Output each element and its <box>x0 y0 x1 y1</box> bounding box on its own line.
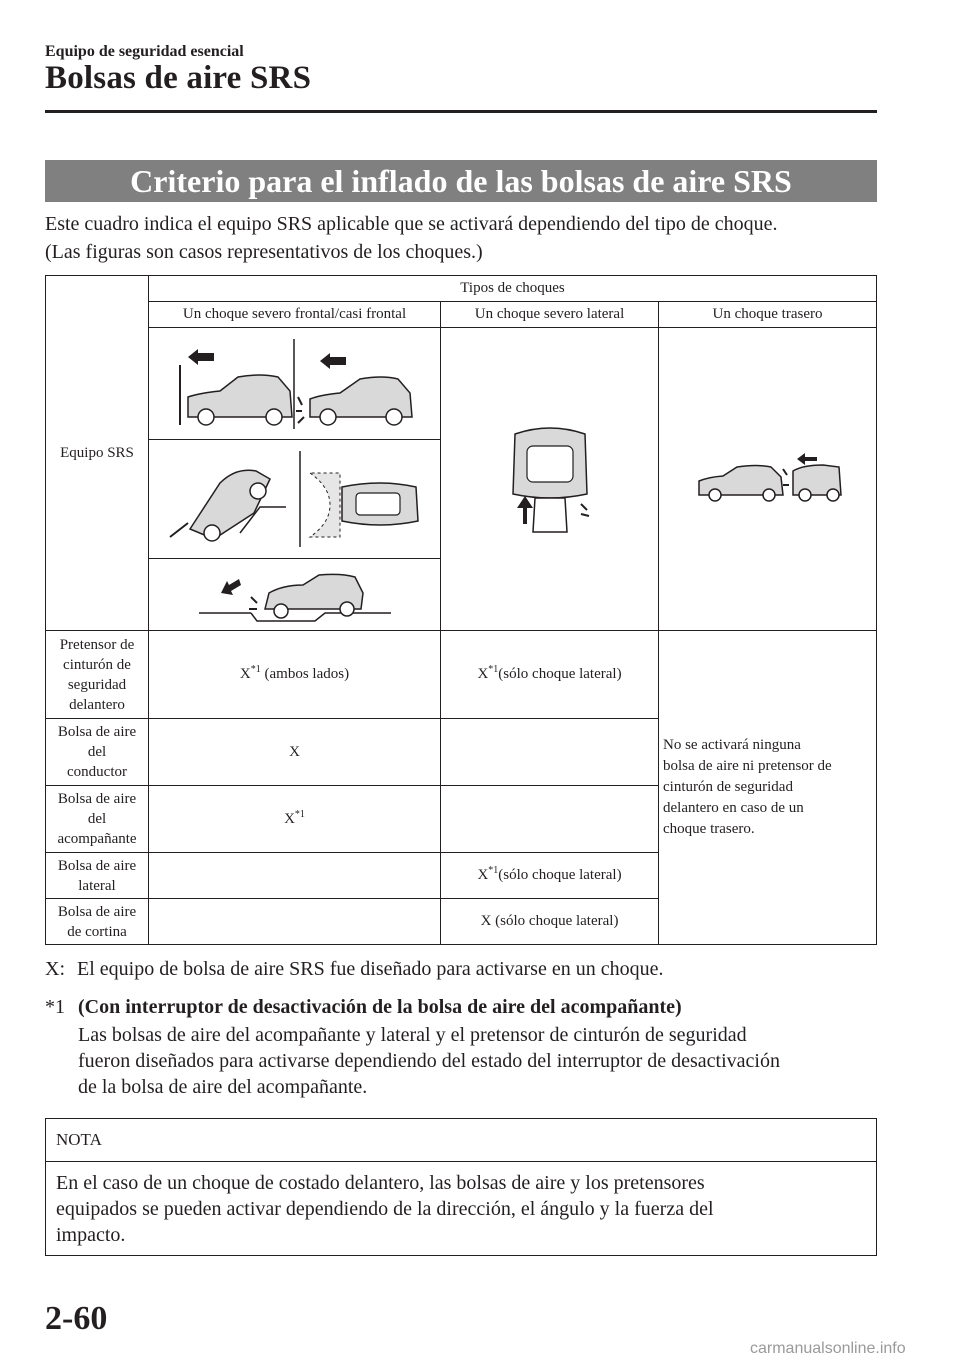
section-banner: Criterio para el inflado de las bolsas de aire SRS <box>45 160 877 202</box>
section-label: Equipo de seguridad esencial <box>45 43 244 60</box>
frontal-crash-illustration-1 <box>149 328 441 440</box>
row-label-seatbelt-pretensioner: Pretensor de cinturón de seguridad delantero <box>46 631 149 719</box>
legend-x-key: X: <box>45 958 65 980</box>
rear-crash-illustration <box>659 328 877 631</box>
cell-side-airbag-lateral: $X^{*1}(sólo$ choque lateral) <box>441 853 659 899</box>
header-rule <box>45 110 877 113</box>
intro-line-1: Este cuadro indica el equipo SRS aplicable que se activará dependiendo del tipo de choque. <box>45 213 778 235</box>
cell-passenger-airbag-frontal: $X^{*1}$ <box>149 786 441 853</box>
column-header-rear: Un choque trasero <box>659 302 877 328</box>
row-label-passenger-airbag: Bolsa de aire del acompañante <box>46 786 149 853</box>
frontal-crash-illustration-2 <box>149 440 441 559</box>
legend-x <box>45 958 663 981</box>
cell-driver-airbag-frontal: X <box>149 719 441 786</box>
footnote-title: (Con interruptor de desactivación de la bolsa de aire del acompañante) <box>78 996 682 1018</box>
row-label-curtain-airbag: Bolsa de aire de cortina <box>46 899 149 945</box>
note-body: En el caso de un choque de costado delantero, las bolsas de aire y los pretensores equipados se pueden activar dependiendo de la dirección, el ángulo y la fuerza del impacto. <box>56 1172 714 1246</box>
srs-criteria-table <box>45 275 877 945</box>
lateral-crash-illustration <box>441 328 659 631</box>
cell-pretensioner-frontal: $X^{*1}$ (ambos lados) <box>149 631 441 719</box>
cell-curtain-airbag-frontal <box>149 899 441 945</box>
column-header-lateral: Un choque severo lateral <box>441 302 659 328</box>
row-label-side-airbag: Bolsa de aire lateral <box>46 853 149 899</box>
lateral-crash-car-icon <box>495 424 605 534</box>
cell-curtain-airbag-lateral: X (sólo choque lateral) <box>441 899 659 945</box>
footnote-body: Las bolsas de aire del acompañante y lateral y el pretensor de cinturón de seguridad fueron diseñados para activarse dependiendo del estado del interruptor de desactivación de la bolsa de aire del acompañante. <box>78 1024 780 1098</box>
crash-types-header: Tipos de choques <box>149 276 877 302</box>
cell-rear-crash-note: No se activará ninguna bolsa de aire ni pretensor de cinturón de seguridad delantero en caso de un choque trasero. <box>659 631 877 945</box>
curb-frontal-crash-icon <box>195 563 395 627</box>
cell-pretensioner-lateral: $X^{*1}(sólo$ choque lateral) <box>441 631 659 719</box>
frontal-crash-illustration-3 <box>149 559 441 631</box>
legend-x-text: El equipo de bolsa de aire SRS fue diseñado para activarse en un choque. <box>77 958 664 980</box>
column-header-frontal: Un choque severo frontal/casi frontal <box>149 302 441 328</box>
cell-passenger-airbag-lateral <box>441 786 659 853</box>
note-box <box>45 1118 877 1256</box>
page-number: 2-60 <box>45 1300 108 1337</box>
angled-frontal-crash-icon <box>160 447 430 551</box>
table-corner-label: Equipo SRS <box>46 276 149 631</box>
row-label-driver-airbag: Bolsa de aire del conductor <box>46 719 149 786</box>
watermark: carmanualsonline.info <box>750 1340 906 1357</box>
cell-driver-airbag-lateral <box>441 719 659 786</box>
rear-crash-cars-icon <box>693 449 843 509</box>
page-title: Bolsas de aire SRS <box>45 60 312 96</box>
intro-text <box>45 210 885 266</box>
intro-line-2: (Las figuras son casos representativos de los choques.) <box>45 241 483 263</box>
footnote-key: *1 <box>45 996 65 1018</box>
cell-side-airbag-frontal <box>149 853 441 899</box>
note-label: NOTA <box>46 1119 876 1162</box>
frontal-crash-cars-icon <box>170 335 420 433</box>
